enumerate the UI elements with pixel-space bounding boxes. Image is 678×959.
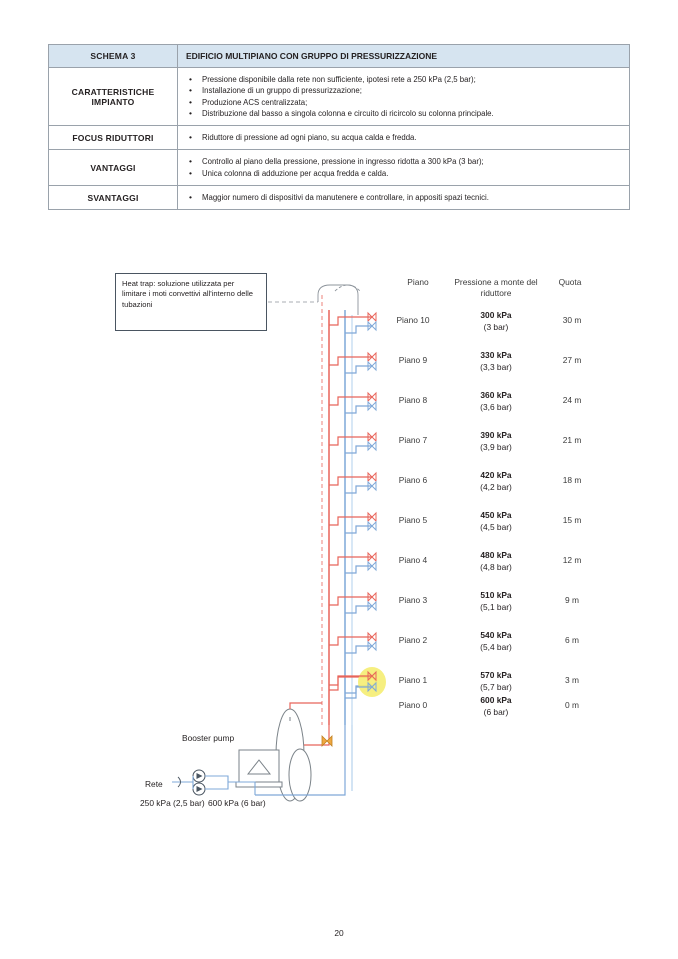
floor-pressure-bar: (4,2 bar) [480, 482, 512, 493]
floor-quota: 3 m [565, 675, 579, 685]
floor-pressure-kpa: 480 kPa [480, 550, 512, 560]
floor-row [380, 511, 606, 539]
floor-pressure-bar: (4,5 bar) [480, 522, 512, 533]
floor-pressure [448, 429, 544, 453]
floor-pressure [448, 469, 544, 493]
floor-branches [329, 313, 386, 698]
floor-pressure-bar: (3,6 bar) [480, 402, 512, 413]
floor-pressure-bar: (5,7 bar) [480, 682, 512, 693]
floor-branch [329, 433, 376, 453]
floor-pressure-bar: (3 bar) [483, 322, 509, 333]
floor-pressure-bar: (5,4 bar) [480, 642, 512, 653]
floor-row [380, 631, 606, 659]
table-row [49, 150, 630, 186]
floor-row [380, 311, 606, 339]
floor-branch [329, 633, 376, 653]
floor-branch [329, 593, 376, 613]
schema-subtitle-cell: EDIFICIO MULTIPIANO CON GRUPPO DI PRESSURIZZAZIONE [178, 45, 630, 68]
floor-quota: 27 m [562, 355, 582, 365]
heat-trap-note: Heat trap: soluzione utilizzata per limitare i moti convettivi all'interno delle tubazioni [115, 273, 267, 331]
floor-name: Piano 2 [398, 635, 428, 645]
list-item: • Distribuzione dal basso a singola colonna e circuito di ricircolo su colonna principale. [200, 108, 621, 119]
schema-table [48, 44, 630, 210]
floor-quota: 30 m [562, 315, 582, 325]
floor-branch [329, 353, 376, 373]
row-label-focus-riduttori: FOCUS RIDUTTORI [49, 126, 178, 150]
bullet-list [186, 74, 621, 119]
list-item: • Unica colonna di adduzione per acqua fredda e calda. [200, 168, 621, 179]
list-item: • Pressione disponibile dalla rete non sufficiente, ipotesi rete a 250 kPa (2,5 bar); [200, 74, 621, 85]
bullet-list [186, 156, 621, 179]
floor-quota: 9 m [565, 595, 579, 605]
floor-pressure-bar: (6 bar) [483, 707, 509, 718]
floor-pressure-bar: (5,1 bar) [480, 602, 512, 613]
floor-quota: 12 m [562, 555, 582, 565]
floor-quota: 6 m [565, 635, 579, 645]
riser-pipes [322, 295, 352, 725]
floor-pressure-kpa: 390 kPa [480, 430, 512, 440]
floor-pressure-kpa: 510 kPa [480, 590, 512, 600]
riser-diagram [0, 255, 678, 875]
floor-name: Piano 9 [398, 355, 428, 365]
floor-quota: 21 m [562, 435, 582, 445]
floor-pressure-kpa: 420 kPa [480, 470, 512, 480]
list-item: • Produzione ACS centralizzata; [200, 97, 621, 108]
plant-room [172, 703, 352, 801]
column-header-pressione: Pressione a monte del riduttore [454, 277, 538, 298]
floor-pressure-bar: (4,8 bar) [480, 562, 512, 573]
table-header-row [49, 45, 630, 68]
rete-label: Rete [145, 779, 163, 789]
floor-pressure [448, 349, 544, 373]
floor-pressure [448, 389, 544, 413]
bullet-list [186, 132, 621, 143]
floor-quota: 15 m [562, 515, 582, 525]
schema-table-wrapper [48, 44, 630, 210]
schema-title-cell: SCHEMA 3 [49, 45, 178, 68]
floor-pressure-kpa: 330 kPa [480, 350, 512, 360]
rete-pressure-value: 250 kPa (2,5 bar) [140, 798, 205, 808]
row-body-vantaggi [178, 150, 630, 186]
floor-pressure-kpa: 300 kPa [480, 310, 512, 320]
floor-name: Piano 10 [396, 315, 430, 325]
floor-branch [329, 513, 376, 533]
floor-pressure [448, 589, 544, 613]
floor-name: Piano 0 [398, 700, 428, 710]
floor-pressure-bar: (3,9 bar) [480, 442, 512, 453]
floor-row [380, 391, 606, 419]
floor-name: Piano 3 [398, 595, 428, 605]
floor-branch [329, 473, 376, 493]
floor-row [380, 591, 606, 619]
table-row [49, 126, 630, 150]
pump-pressure-value: 600 kPa (6 bar) [208, 798, 266, 808]
floor-row [380, 674, 606, 718]
column-header-quota: Quota [558, 277, 582, 287]
page-number: 20 [334, 928, 344, 938]
floor-branch [329, 553, 376, 573]
floor-pressure [448, 694, 544, 718]
table-row [49, 68, 630, 126]
row-body-caratteristiche [178, 68, 630, 126]
floor-pressure-kpa: 450 kPa [480, 510, 512, 520]
bullet-list [186, 192, 621, 203]
floor-pressure-kpa: 570 kPa [480, 670, 512, 680]
floor-row [380, 471, 606, 499]
row-body-focus-riduttori [178, 126, 630, 150]
row-body-svantaggi [178, 186, 630, 210]
heat-trap-loop [318, 285, 360, 315]
floor-pressure [448, 549, 544, 573]
floor-branch [329, 313, 376, 333]
floor-name: Piano 1 [398, 675, 428, 685]
row-label-caratteristiche: CARATTERISTICHE IMPIANTO [49, 68, 178, 126]
row-label-vantaggi: VANTAGGI [49, 150, 178, 186]
floor-quota: 24 m [562, 395, 582, 405]
table-row [49, 186, 630, 210]
booster-pump-label: Booster pump [182, 733, 235, 743]
floor-name: Piano 6 [398, 475, 428, 485]
column-header-piano: Piano [407, 277, 429, 287]
floor-pressure [448, 309, 544, 333]
floor-row [380, 551, 606, 579]
floor-pressure-bar: (3,3 bar) [480, 362, 512, 373]
floor-pressure-kpa: 600 kPa [480, 695, 512, 705]
floor-quota: 18 m [562, 475, 582, 485]
floor-branch-highlighted [329, 667, 386, 698]
list-item: • Maggior numero di dispositivi da manutenere e controllare, in appositi spazi tecnici. [200, 192, 621, 203]
list-item: • Riduttore di pressione ad ogni piano, su acqua calda e fredda. [200, 132, 621, 143]
floor-row [380, 351, 606, 379]
floor-pressure-kpa: 360 kPa [480, 390, 512, 400]
floor-row [380, 431, 606, 459]
floor-name: Piano 7 [398, 435, 428, 445]
list-item: • Controllo al piano della pressione, pressione in ingresso ridotta a 300 kPa (3 bar); [200, 156, 621, 167]
floor-name: Piano 4 [398, 555, 428, 565]
list-item: • Installazione di un gruppo di pressurizzazione; [200, 85, 621, 96]
row-label-svantaggi: SVANTAGGI [49, 186, 178, 210]
floor-pressure [448, 629, 544, 653]
floor-name: Piano 8 [398, 395, 428, 405]
floor-name: Piano 5 [398, 515, 428, 525]
floor-branch [329, 393, 376, 413]
floor-quota: 0 m [565, 700, 579, 710]
floor-pressure-kpa: 540 kPa [480, 630, 512, 640]
floor-pressure [448, 509, 544, 533]
